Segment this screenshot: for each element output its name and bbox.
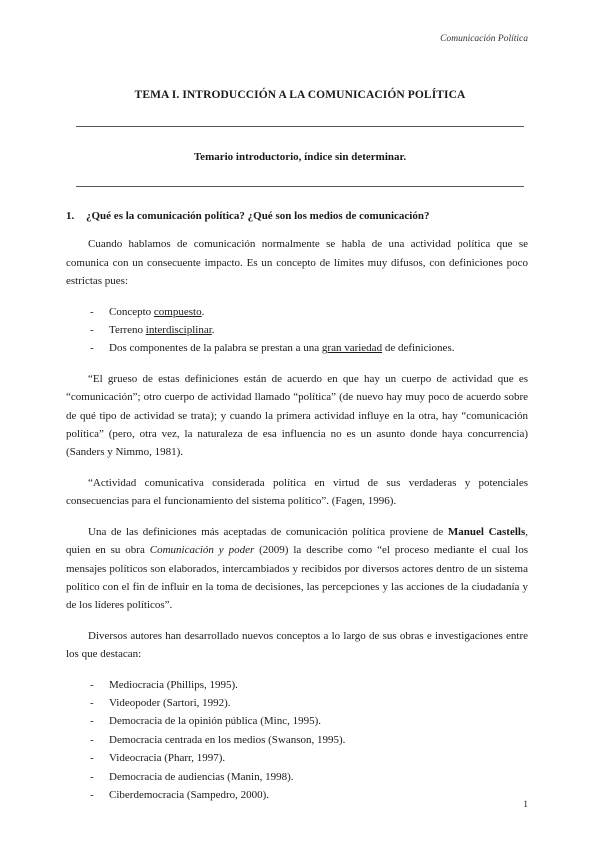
list-item: - Democracia de la opinión pública (Minc, 1995). [66,712,528,730]
paragraph-quote-fagen: “Actividad comunicativa considerada política en virtud de sus verdaderas y potenciales consecuencias para el funcionamiento del sistema político”. (Fagen, 1996). [66,476,528,508]
paragraph-authors-intro: Diversos autores han desarrollado nuevos conceptos a lo largo de sus obras e investigaciones entre los que destacan: [66,629,528,661]
running-header: Comunicación Política [440,34,528,44]
page-number: 1 [523,800,528,810]
paragraph-castells: Una de las definiciones más aceptadas de comunicación política proviene de Manuel Castells, quien en su obra Comunicación y poder (2009) la describe como “el proceso mediante el cual los mensajes políticos son elaborados, intercambiados y recibidos por diversos actores dentro de un sistema político con el fin de influir en la toma de decisiones, las percepciones y las acciones de la ciudadanía y de los líderes políticos”. [66,525,528,612]
page-title: TEMA I. INTRODUCCIÓN A LA COMUNICACIÓN POLÍTICA [134,89,466,101]
section-number: 1. [66,210,75,222]
work-title: Comunicación y poder [149,544,255,557]
divider-top [76,126,524,127]
section-heading [66,207,528,225]
paragraph-intro: Cuando hablamos de comunicación normalmente se habla de una actividad política que se comunica con un consecuente impacto. Es un concepto de límites muy difusos, con definiciones poco estrictas pues: [66,238,528,288]
section-heading-text: ¿Qué es la comunicación política? ¿Qué son los medios de comunicación? [86,210,430,222]
divider-bottom [76,186,524,187]
list-item: - Democracia centrada en los medios (Swanson, 1995). [66,731,528,749]
concepts-list [66,676,528,805]
list-item: - Concepto compuesto. [66,303,528,321]
page-subtitle: Temario introductorio, índice sin determinar. [193,151,407,163]
list-item: - Mediocracia (Phillips, 1995). [66,676,528,694]
author-name: Manuel Castells [447,525,526,538]
characteristics-list [66,303,528,358]
list-item: - Ciberdemocracia (Sampedro, 2000). [66,786,528,804]
list-item: - Dos componentes de la palabra se prestan a una gran variedad de definiciones. [66,339,528,357]
list-item: - Videocracia (Pharr, 1997). [66,749,528,767]
list-item: - Democracia de audiencias (Manin, 1998). [66,768,528,786]
document-body [66,207,528,816]
paragraph-quote-sanders: “El grueso de estas definiciones están de acuerdo en que hay un cuerpo de actividad que es “comunicación”; otro cuerpo de actividad llamado “política” (de nuevo hay muy poco de acuerdo sobre de qué tipo de actividad se trata); y cuando la primera actividad influye en la otra, hay “comunicación política” (pero, otra vez, la naturaleza de esa influencia no es un asunto donde haya concurrencia) (Sanders y Nimmo, 1981). [66,372,528,459]
list-item: - Terreno interdisciplinar. [66,321,528,339]
list-item: - Videopoder (Sartori, 1992). [66,694,528,712]
